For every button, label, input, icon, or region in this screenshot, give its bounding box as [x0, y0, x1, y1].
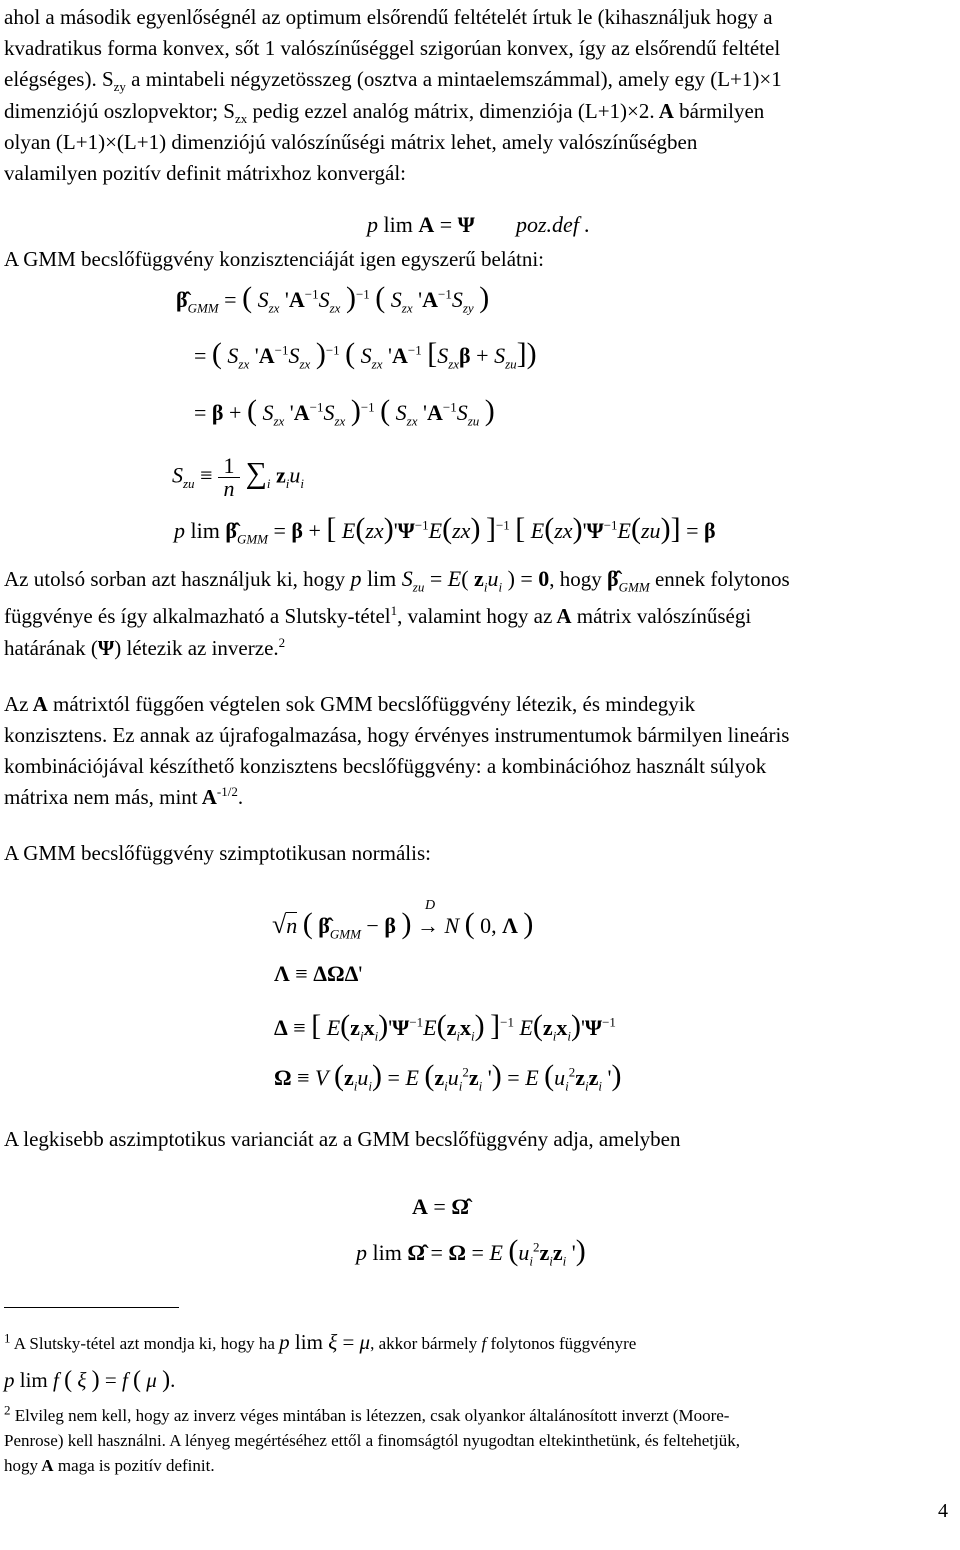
equation-beta-gmm-2: = ( $S_{zx}$ '$A^{-1}S_{zx}$ )$^{-1}$ ( $S_{zx}$ '$A^{-1}$ $[S_{zx}\beta + S_{zu}]$)	[194, 337, 537, 372]
equation-szu-definition: $S_{zu}$ ≡ $\frac{1}{n}$ $\sum_i$ $z_iu_i$	[172, 453, 305, 501]
paragraph-4-line-2: konzisztens. Ez annak az újrafogalmazása, hogy érvényes instrumentumok bármilyen lineáris	[4, 723, 790, 747]
footnote-2-line-1: $^2$ Elvileg nem kell, hogy az inverz véges mintában is létezzen, csak olyankor általánosított inverzt (Moore-	[4, 1402, 730, 1425]
equation-plim-beta-gmm: p $\lim \betâ_{GMM} = \beta$ + [ $E(zx)'\Psi^{-1}E(zx)$ ]$^{-1}$ [ $E(zx)'\Psi^{-1}E(zu)] = \beta$	[174, 512, 716, 547]
equation-beta-gmm-3: = β + ( $S_{zx}$ '$A^{-1}S_{zx}$ )$^{-1}$ ( $S_{zx}$ '$A^{-1}S_{zu}$ )	[194, 394, 495, 429]
equation-omega: Ω ≡ V $(z_iu_i) = E$ ($z_iu_i^2z_i$ ') = E ($u_i^2z_iz_i$ ')	[274, 1059, 622, 1094]
footnote-2-line-2: Penrose) kell használni. A lényeg megértéséhez ettől a finomságtól nyugodtan eltekinthetünk, és feltehetjük,	[4, 1431, 740, 1450]
paragraph-1-line-3: elégséges). $S_{zy}$ a mintabeli négyzetösszeg (osztva a mintaelemszámmal), amely egy (L+1)×1	[4, 67, 782, 95]
footnote-1-line-2: p lim f ( ξ ) = f ( μ ).	[4, 1367, 176, 1393]
paragraph-1-line-1: ahol a második egyenlőségnél az optimum elsőrendű feltételét írtuk le (kihasználjuk hogy a	[4, 5, 773, 29]
paragraph-4-line-4: mátrixa nem más, mint $A^{-1/2}$.	[4, 784, 244, 809]
footnote-1-line-1: $^1$ A Slutsky-tétel azt mondja ki, hogy ha p lim ξ = μ, akkor bármely f folytonos függvényre	[4, 1330, 637, 1354]
paragraph-6: A legkisebb aszimptotikus varianciát az a GMM becslőfüggvény adja, amelyben	[4, 1127, 681, 1151]
paragraph-1-line-6: valamilyen pozitív definit mátrixhoz konvergál:	[4, 161, 407, 185]
equation-beta-gmm-1: $\betâ_{GMM}$ = ( $S_{zx}$ '$A^{-1}S_{zx}$ )$^{-1}$ ( $S_{zx}$ '$A^{-1}S_{zy}$ )	[176, 281, 490, 316]
page	[4, 0, 956, 1550]
equation-lambda: Λ ≡ ΔΩΔ'	[274, 961, 363, 986]
equation-plim-omega-hat: p lim Ω̂ = Ω = E ($u_i^2z_iz_i$ ')	[356, 1234, 586, 1269]
footnote-divider	[4, 1307, 179, 1308]
page-number: 4	[938, 1500, 948, 1522]
paragraph-4-line-3: kombinációjával készíthető konzisztens becslőfüggvény: a kombinációhoz használt súlyok	[4, 754, 767, 778]
paragraph-1-line-5: olyan (L+1)×(L+1) dimenziójú valószínűségi mátrix lehet, amely valószínűségben	[4, 130, 698, 154]
inline-plim-szu: p $\lim S_{zu} = E$( $z_iu_i$ ) = 0	[350, 566, 550, 595]
equation-plim-a: p lim A = Ψ	[367, 212, 475, 237]
paragraph-3-line-3: határának (Ψ) létezik az inverze.$^2$	[4, 635, 286, 660]
paragraph-4-line-1: Az A mátrixtól függően végtelen sok GMM becslőfüggvény létezik, és mindegyik	[4, 692, 696, 716]
paragraph-3-line-2: függvénye és így alkalmazható a Slutsky-tétel$^1$, valamint hogy az A mátrix valószínűségi	[4, 603, 752, 628]
paragraph-1-line-2: kvadratikus forma konvex, sőt 1 valószínűséggel szigorúan konvex, így az elsőrendű feltétel	[4, 36, 781, 60]
paragraph-5: A GMM becslőfüggvény szimptotikusan normális:	[4, 841, 431, 865]
paragraph-2: A GMM becslőfüggvény konzisztenciáját igen egyszerű belátni:	[4, 247, 545, 271]
paragraph-3-line-1: Az utolsó sorban azt használjuk ki, hogy p $\lim S_{zu} = E$( $z_iu_i$ ) = 0, hogy $\betâ_{GMM}$ ennek folytonos	[4, 566, 790, 595]
equation-pozdef: poz.def .	[516, 212, 590, 237]
equation-delta: Δ ≡ [ $E(z_ix_i)'\Psi^{-1}E(z_ix_i)$ ]$^{-1}$ $E(z_ix_i)'\Psi^{-1}$	[274, 1009, 616, 1044]
equation-a-equals-omega-hat: A = Ω̂	[412, 1194, 469, 1219]
paragraph-1-line-4: dimenziójú oszlopvektor; $S_{zx}$ pedig ezzel analóg mátrix, dimenziója (L+1)×2. A bármilyen	[4, 99, 765, 127]
footnote-1-math: p lim ξ = μ	[279, 1330, 371, 1354]
equation-asymptotic-normality: √n ( $\betâ_{GMM} - \beta$ ) → D N ( 0, Λ )	[272, 898, 534, 942]
inline-beta-gmm: $\betâ_{GMM}$	[607, 566, 650, 595]
footnote-2-line-3: hogy A maga is pozitív definit.	[4, 1456, 215, 1475]
